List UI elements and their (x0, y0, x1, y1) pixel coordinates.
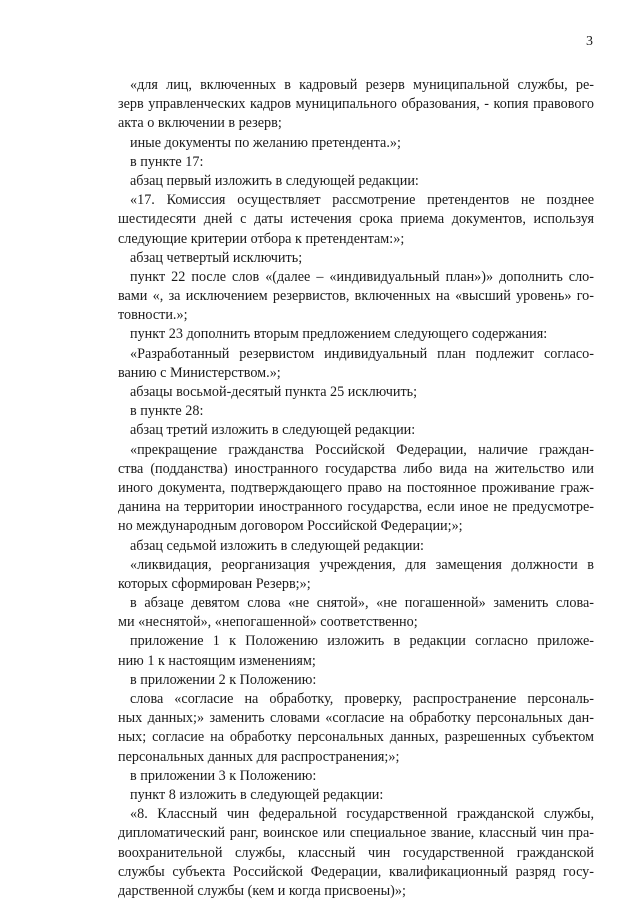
text-line: «прекращение гражданства Российской Федерации, наличие граждан- (130, 441, 594, 458)
text-line: в абзаце девятом слова «не снятой», «не погашенной» заменить слова- (130, 595, 594, 612)
text-line: ми «неснятой», «непогашенной» соответственно; (118, 614, 418, 631)
text-line: слова «согласие на обработку, проверку, распространение персональ- (130, 691, 594, 707)
text-line: дарственной службы (кем и когда присвоены)»; (118, 882, 406, 899)
text-line: абзац седьмой изложить в следующей редакции: (130, 537, 425, 554)
text-line: ства (подданства) иностранного государства либо вида на жительство или (118, 460, 594, 477)
text-line: службы субъекта Российской Федерации, квалификационный разряд госу- (118, 863, 594, 880)
page-number: 3 (586, 34, 593, 49)
text-line: иного документа, подтверждающего право на постоянное проживание граж- (118, 479, 594, 496)
text-line: «для лиц, включенных в кадровый резерв муниципальной службы, ре- (130, 77, 594, 93)
text-line: товности.»; (118, 307, 188, 324)
text-line: иные документы по желанию претендента.»; (130, 134, 401, 151)
text-line: которых сформирован Резерв;»; (118, 575, 311, 592)
text-line: пункт 8 изложить в следующей редакции: (130, 786, 384, 803)
text-line: абзац третий изложить в следующей редакции: (130, 422, 416, 439)
text-line: персональных данных для распространения;»; (118, 748, 400, 765)
document-body (118, 76, 594, 901)
text-line: ванию с Министерством.»; (118, 364, 281, 381)
text-line: в приложении 3 к Положению: (130, 767, 317, 784)
text-line: в пункте 28: (130, 403, 204, 420)
text-line: шестидесяти дней с даты истечения срока приема документов, используя (118, 211, 594, 228)
text-line: абзацы восьмой-десятый пункта 25 исключить; (130, 384, 418, 400)
text-line: абзац первый изложить в следующей редакции: (130, 172, 419, 189)
text-line: воохранительной службы, классный чин государственной гражданской (118, 844, 594, 861)
text-line: абзац четвертый исключить; (130, 249, 303, 266)
text-line: пункт 23 дополнить вторым предложением следующего содержания: (130, 326, 548, 343)
text-line: зерв управленческих кадров муниципального образования, - копия правового (118, 96, 594, 113)
text-line: приложение 1 к Положению изложить в редакции согласно приложе- (130, 633, 594, 650)
text-line: данина на территории иностранного государства, если иное не предусмотре- (118, 499, 594, 516)
text-line: вами «, за исключением резервистов, включенных на «высший уровень» го- (118, 288, 594, 305)
text-line: дипломатический ранг, воинское или специальное звание, классный чин пра- (118, 825, 594, 842)
text-line: ных; согласие на обработку персональных данных, разрешенных субъектом (118, 729, 594, 746)
text-line: «Разработанный резервистом индивидуальный план подлежит согласо- (130, 345, 594, 362)
text-line: «17. Комиссия осуществляет рассмотрение претендентов не позднее (130, 192, 594, 209)
text-line: ных данных;» заменить словами «согласие на обработку персональных дан- (118, 710, 594, 727)
text-line: «ликвидация, реорганизация учреждения, для замещения должности в (130, 556, 594, 573)
text-line: в приложении 2 к Положению: (130, 671, 317, 688)
text-line: пункт 22 после слов «(далее – «индивидуальный план»)» дополнить сло- (130, 268, 594, 285)
text-line: следующие критерии отбора к претендентам:»; (118, 230, 405, 247)
text-line: акта о включении в резерв; (118, 115, 282, 132)
text-line: «8. Классный чин федеральной государственной гражданской службы, (130, 806, 594, 823)
text-line: в пункте 17: (130, 153, 204, 170)
text-line: но международным договором Российской Федерации;»; (118, 518, 463, 535)
text-line: нию 1 к настоящим изменениям; (118, 652, 316, 669)
